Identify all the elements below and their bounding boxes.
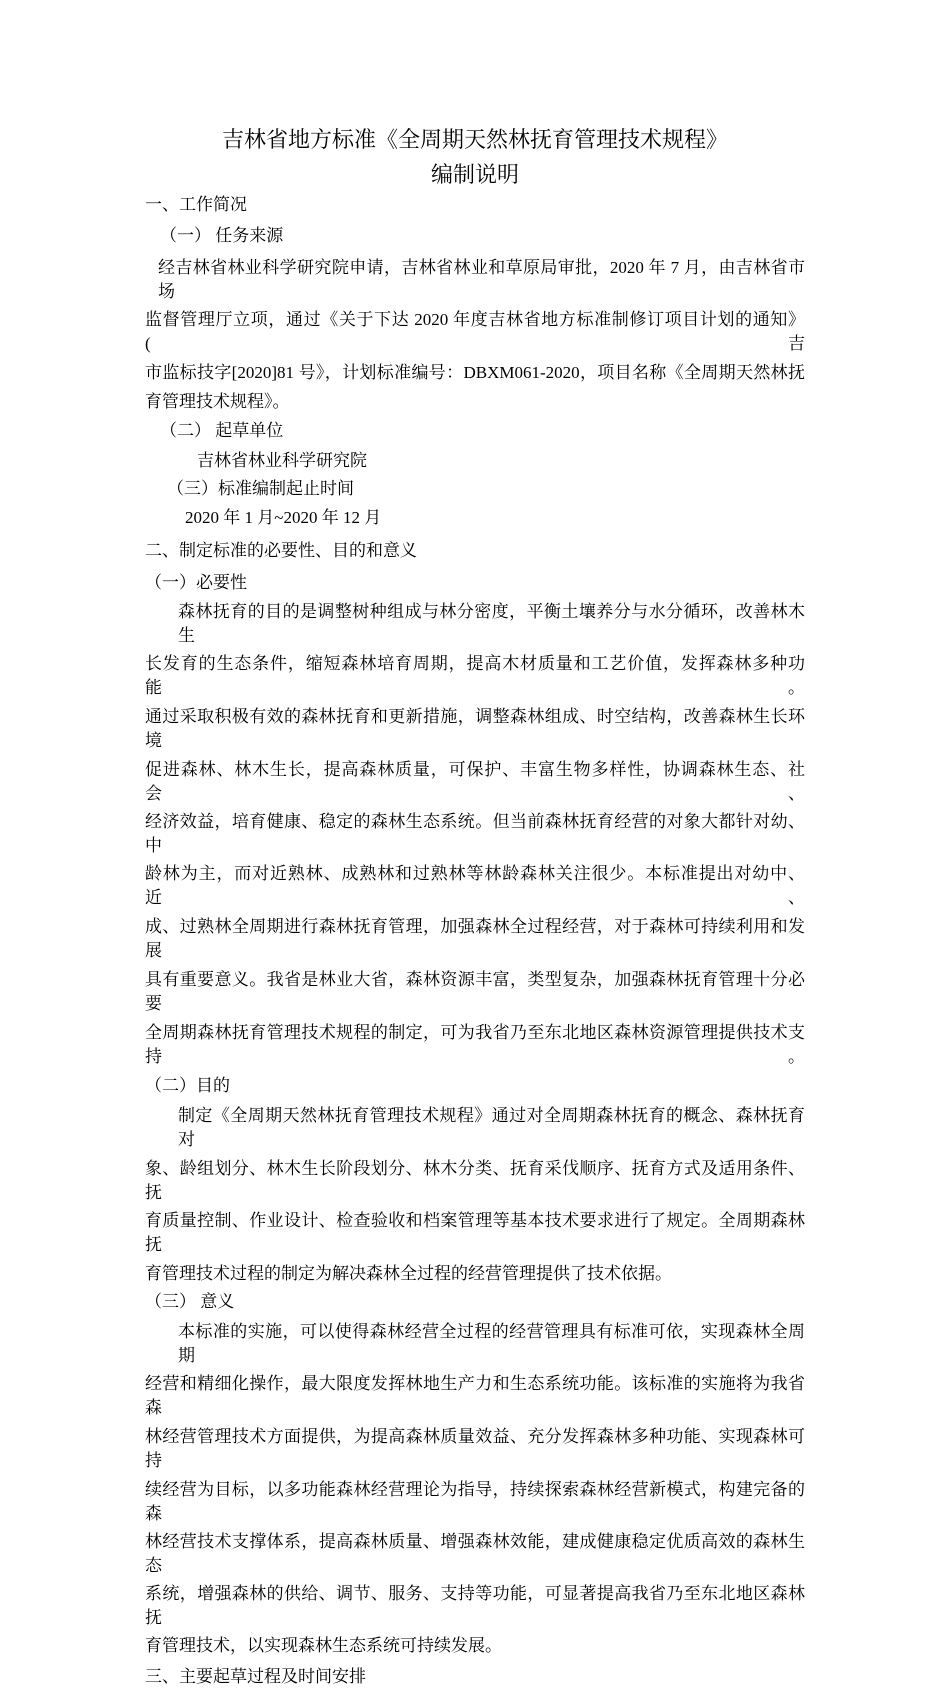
paragraph-line: 育质量控制、作业设计、检查验收和档案管理等基本技术要求进行了规定。全周期森林抚: [145, 1211, 805, 1254]
paragraph-line: 全周期森林抚育管理技术规程的制定，可为我省乃至东北地区森林资源管理提供技术支持。: [145, 1023, 805, 1066]
paragraph-line: 监督管理厅立项，通过《关于下达 2020 年度吉林省地方标准制修订项目计划的通知》(吉: [145, 310, 805, 353]
paragraph-line: 龄林为主，而对近熟林、成熟林和过熟林等林龄森林关注很少。本标准提出对幼中、近、: [145, 864, 805, 907]
paragraph-line: 2020 年 1 月~2020 年 12 月: [185, 508, 382, 527]
paragraph-line: 象、龄组划分、林木生长阶段划分、林木分类、抚育采伐顺序、抚育方式及适用条件、抚: [145, 1159, 805, 1202]
paragraph-line: 经济效益，培育健康、稳定的森林生态系统。但当前森林抚育经营的对象大都针对幼、中: [145, 812, 805, 855]
paragraph-line: 本标准的实施，可以使得森林经营全过程的经营管理具有标准可依，实现森林全周期: [178, 1322, 805, 1365]
section-heading: 二、制定标准的必要性、目的和意义: [145, 541, 417, 560]
paragraph-line: 系统，增强森林的供给、调节、服务、支持等功能，可显著提高我省乃至东北地区森林抚: [145, 1584, 805, 1627]
paragraph-line: 成、过熟林全周期进行森林抚育管理，加强森林全过程经营，对于森林可持续利用和发展: [145, 917, 805, 960]
section-heading: 一、工作简况: [145, 195, 247, 214]
subsection-heading: （三）标准编制起止时间: [167, 479, 354, 498]
paragraph-line: 林经营管理技术方面提供，为提高森林质量效益、充分发挥森林多种功能、实现森林可持: [145, 1427, 805, 1470]
paragraph-line: 通过采取积极有效的森林抚育和更新措施，调整森林组成、时空结构，改善森林生长环境: [145, 707, 805, 750]
paragraph-line: 林经营技术支撑体系，提高森林质量、增强森林效能，建成健康稳定优质高效的森林生态: [145, 1532, 805, 1575]
section-heading: 三、主要起草过程及时间安排: [145, 1667, 366, 1686]
paragraph-line: 具有重要意义。我省是林业大省，森林资源丰富，类型复杂，加强森林抚育管理十分必要: [145, 970, 805, 1013]
paragraph-line: 森林抚育的目的是调整树种组成与林分密度，平衡土壤养分与水分循环，改善林木生: [178, 602, 805, 645]
paragraph-line: 吉林省林业科学研究院: [197, 451, 367, 470]
subsection-heading: （二）目的: [145, 1076, 230, 1095]
document-body: [0, 193, 950, 1689]
paragraph-line: 市监标技字[2020]81 号》，计划标准编号：DBXM061-2020，项目名称《全周期天然林抚: [145, 363, 805, 382]
subsection-heading: （一） 任务来源: [160, 226, 284, 245]
paragraph-line: 育管理技术，以实现森林生态系统可持续发展。: [145, 1636, 502, 1655]
paragraph-line: 续经营为目标，以多功能森林经营理论为指导，持续探索森林经营新模式，构建完备的森: [145, 1480, 805, 1523]
paragraph-line: 育管理技术规程》。: [145, 392, 290, 411]
paragraph-line: 制定《全周期天然林抚育管理技术规程》通过对全周期森林抚育的概念、森林抚育对: [178, 1106, 805, 1149]
paragraph-line: 经吉林省林业科学研究院申请，吉林省林业和草原局审批，2020 年 7 月，由吉林省市场: [158, 258, 805, 301]
subsection-heading: （三） 意义: [145, 1292, 235, 1311]
subsection-heading: （一）必要性: [145, 573, 247, 592]
paragraph-line: 育管理技术过程的制定为解决森林全过程的经营管理提供了技术依据。: [145, 1264, 672, 1283]
paragraph-line: 促进森林、林木生长，提高森林质量，可保护、丰富生物多样性，协调森林生态、社会、: [145, 760, 805, 803]
paragraph-line: 长发育的生态条件，缩短森林培育周期，提高木材质量和工艺价值，发挥森林多种功能。: [145, 654, 805, 697]
paragraph-line: 经营和精细化操作，最大限度发挥林地生产力和生态系统功能。该标准的实施将为我省森: [145, 1374, 805, 1417]
subsection-heading: （二） 起草单位: [160, 421, 284, 440]
document-subtitle: 编制说明: [430, 162, 519, 187]
document-title: 吉林省地方标准《全周期天然林抚育管理技术规程》: [221, 127, 728, 152]
